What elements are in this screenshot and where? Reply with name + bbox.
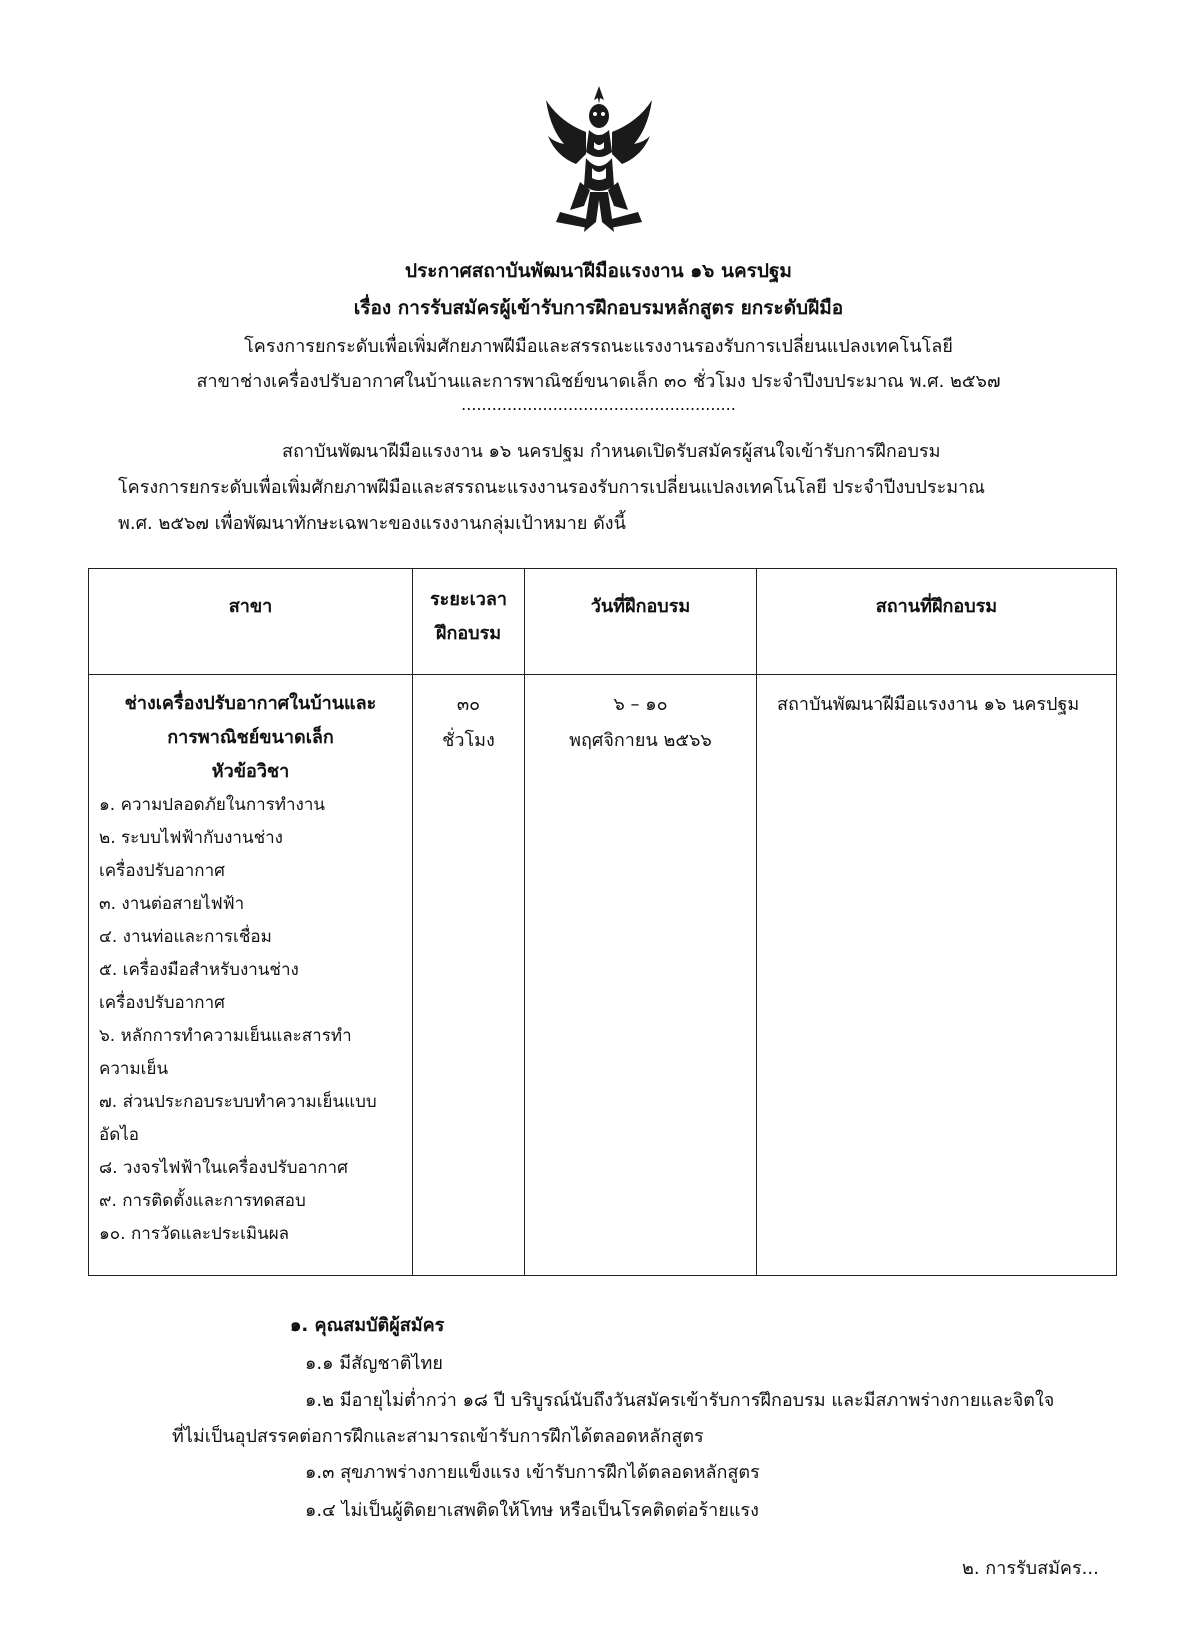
list-item: ๒. ระบบไฟฟ้ากับงานช่าง <box>99 828 283 848</box>
list-item: ความเย็น <box>99 1059 169 1079</box>
venue-name: สถาบันพัฒนาฝีมือแรงงาน ๑๖ นครปฐม <box>777 694 1080 715</box>
table-header-row <box>89 569 1117 675</box>
branch-line: สาขาช่างเครื่องปรับอากาศในบ้านและการพาณิชย์ขนาดเล็ก ๓๐ ชั่วโมง ประจำปีงบประมาณ พ.ศ. ๒๕๖๗ <box>196 371 1001 392</box>
header-duration-line2: ฝึกอบรม <box>435 623 502 644</box>
course-name-line1: ช่างเครื่องปรับอากาศในบ้านและ <box>124 693 377 714</box>
qualification-1-4: ๑.๔ ไม่เป็นผู้ติดยาเสพติดให้โทษ หรือเป็นโรคติดต่อร้ายแรง <box>305 1500 759 1521</box>
qualifications-heading: ๑. คุณสมบัติผู้สมัคร <box>290 1315 445 1336</box>
intro-line-1: สถาบันพัฒนาฝีมือแรงงาน ๑๖ นครปฐม กำหนดเปิดรับสมัครผู้สนใจเข้ารับการฝึกอบรม <box>282 441 941 462</box>
separator-dots: ...................................................... <box>461 395 736 414</box>
list-item: ๖. หลักการทำความเย็นและสารทำ <box>99 1026 352 1046</box>
list-item: ๑. ความปลอดภัยในการทำงาน <box>99 795 326 815</box>
continuation-note: ๒. การรับสมัคร... <box>962 1558 1099 1579</box>
venue-cell <box>757 675 1117 1276</box>
duration-unit: ชั่วโมง <box>442 730 495 751</box>
header-duration-line1: ระยะเวลา <box>430 589 507 610</box>
project-name: โครงการยกระดับเพื่อเพิ่มศักยภาพฝีมือและสรรถนะแรงงานรองรับการเปลี่ยนแปลงเทคโนโลยี <box>244 336 953 357</box>
qualification-1-3: ๑.๓ สุขภาพร่างกายแข็งแรง เข้ารับการฝึกได้ตลอดหลักสูตร <box>305 1462 760 1483</box>
date-cell <box>525 675 757 1276</box>
topics-heading: หัวข้อวิชา <box>211 761 290 782</box>
list-item: เครื่องปรับอากาศ <box>99 993 225 1013</box>
qualification-1-2-cont: ที่ไม่เป็นอุปสรรคต่อการฝึกและสามารถเข้ารับการฝึกได้ตลอดหลักสูตร <box>172 1426 704 1447</box>
date-range: ๖ – ๑๐ <box>613 694 668 715</box>
qualification-1-2: ๑.๒ มีอายุไม่ต่ำกว่า ๑๘ ปี บริบูรณ์นับถึงวันสมัครเข้ารับการฝึกอบรม และมีสภาพร่างกายและจิตใจ <box>305 1390 1055 1411</box>
duration-value: ๓๐ <box>456 694 481 715</box>
intro-line-3: พ.ศ. ๒๕๖๗ เพื่อพัฒนาทักษะเฉพาะของแรงงานกลุ่มเป้าหมาย ดังนี้ <box>118 513 626 534</box>
list-item: เครื่องปรับอากาศ <box>99 861 225 881</box>
garuda-emblem-icon <box>540 82 658 242</box>
list-item: ๑๐. การวัดและประเมินผล <box>99 1224 290 1244</box>
list-item: ๕. เครื่องมือสำหรับงานช่าง <box>99 960 299 980</box>
date-month-year: พฤศจิกายน ๒๕๖๖ <box>569 730 712 751</box>
list-item: ๗. ส่วนประกอบระบบทำความเย็นแบบ <box>99 1092 377 1112</box>
list-item: ๙. การติดตั้งและการทดสอบ <box>99 1191 306 1211</box>
intro-line-2: โครงการยกระดับเพื่อเพิ่มศักยภาพฝีมือและสรรถนะแรงงานรองรับการเปลี่ยนแปลงเทคโนโลยี ประจำปีงบประมาณ <box>118 477 985 498</box>
qualification-1-1: ๑.๑ มีสัญชาติไทย <box>305 1353 443 1374</box>
list-item: ๘. วงจรไฟฟ้าในเครื่องปรับอากาศ <box>99 1158 348 1178</box>
header-duration <box>413 569 525 675</box>
topics-list <box>97 789 404 1251</box>
announcement-subject: เรื่อง การรับสมัครผู้เข้ารับการฝึกอบรมหลักสูตร ยกระดับฝีมือ <box>353 297 844 319</box>
course-cell <box>89 675 413 1276</box>
course-name-line2: การพาณิชย์ขนาดเล็ก <box>167 727 334 748</box>
announcement-title: ประกาศสถาบันพัฒนาฝีมือแรงงาน ๑๖ นครปฐม <box>405 260 792 282</box>
header-venue: สถานที่ฝึกอบรม <box>757 569 1117 675</box>
course-table <box>88 568 1117 1276</box>
header-branch: สาขา <box>89 569 413 675</box>
header-date: วันที่ฝึกอบรม <box>525 569 757 675</box>
list-item: อัดไอ <box>99 1125 140 1145</box>
list-item: ๓. งานต่อสายไฟฟ้า <box>99 894 245 914</box>
list-item: ๔. งานท่อและการเชื่อม <box>99 927 272 947</box>
table-row <box>89 675 1117 1276</box>
duration-cell <box>413 675 525 1276</box>
